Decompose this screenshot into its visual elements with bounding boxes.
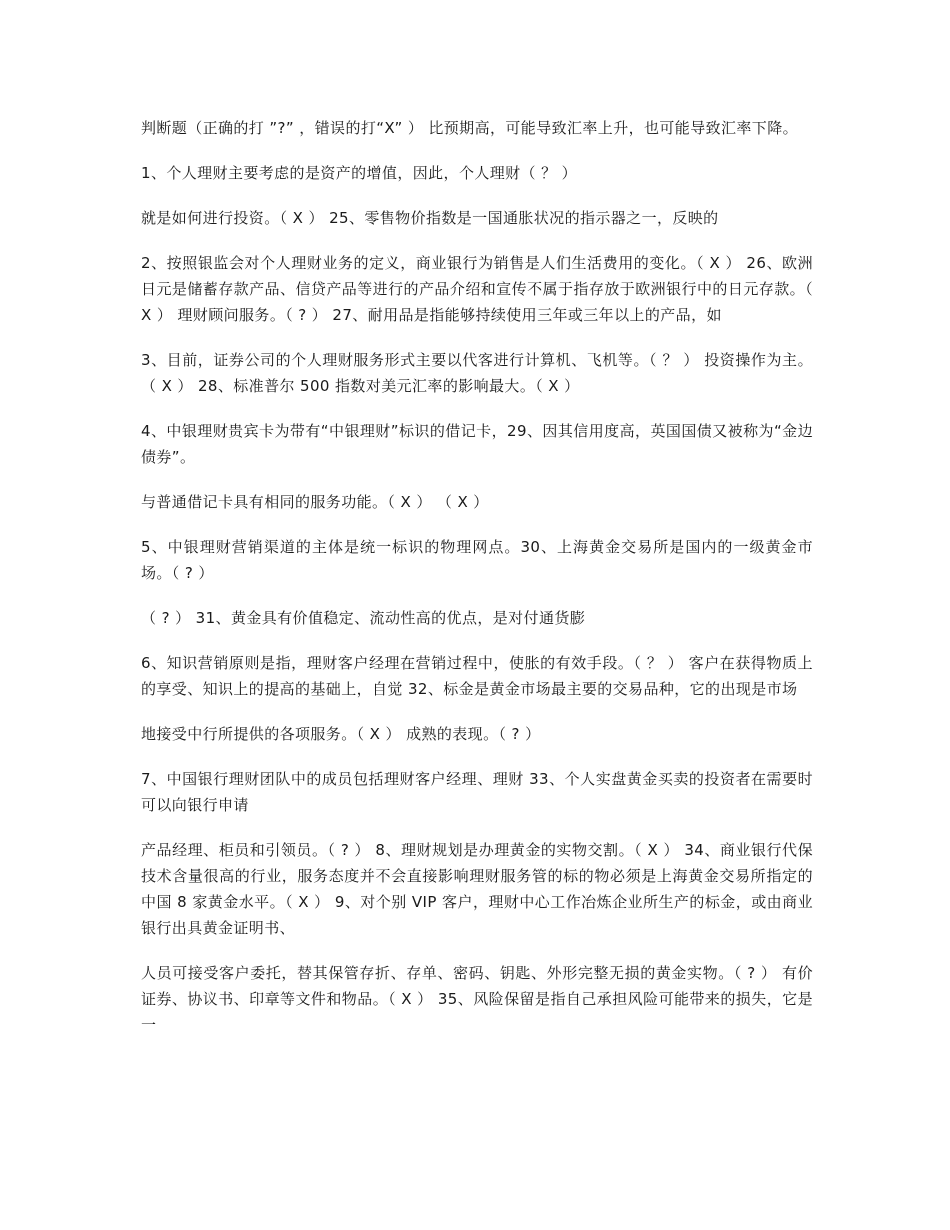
- document-body: [141, 115, 813, 1057]
- paragraph-intro: 判断题（正确的打 ”?” ，错误的打“X” ） 比预期高，可能导致汇率上升，也可能导致汇率下降。: [141, 119, 798, 137]
- paragraph: 1、个人理财主要考虑的是资产的增值，因此，个人理财（ ？ ）: [141, 164, 578, 182]
- paragraph: 5、中银理财营销渠道的主体是统一标识的物理网点。30、上海黄金交易所是国内的一级黄金市场。（ ? ）: [141, 538, 813, 582]
- paragraph: 3、目前，证券公司的个人理财服务形式主要以代客进行计算机、飞机等。（ ？ ） 投资操作为主。（ X ） 28、标准普尔 500 指数对美元汇率的影响最大。（ X ）: [141, 351, 813, 395]
- paragraph: 地接受中行所提供的各项服务。（ X ） 成熟的表现。（ ? ）: [141, 725, 541, 743]
- paragraph: 2、按照银监会对个人理财业务的定义，商业银行为销售是人们生活费用的变化。（ X ） 26、欧洲日元是储蓄存款产品、信贷产品等进行的产品介绍和宣传不属于指存放于欧洲银行中的日元存款。（ X ） 理财顾问服务。（ ? ） 27、耐用品是指能够持续使用三年或三年以上的产品，如: [141, 254, 813, 324]
- paragraph: 4、中银理财贵宾卡为带有“中银理财”标识的借记卡，29、因其信用度高，英国国债又被称为“金边债券”。: [141, 422, 813, 466]
- paragraph: 6、知识营销原则是指，理财客户经理在营销过程中，使胀的有效手段。（ ？ ） 客户在获得物质上的享受、知识上的提高的基础上，自觉 32、标金是黄金市场最主要的交易品种，它的出现是市场: [141, 654, 813, 698]
- paragraph: 就是如何进行投资。（ X ） 25、零售物价指数是一国通胀状况的指示器之一，反映的: [141, 209, 719, 227]
- paragraph: 与普通借记卡具有相同的服务功能。（ X ） （ X ）: [141, 493, 489, 511]
- paragraph: 人员可接受客户委托，替其保管存折、存单、密码、钥匙、外形完整无损的黄金实物。（ ? ） 有价证券、协议书、印章等文件和物品。（ X ） 35、风险保留是指自己承担风险可能带来的损失，它是一: [141, 964, 813, 1034]
- paragraph: 产品经理、柜员和引领员。（ ? ） 8、理财规划是办理黄金的实物交割。（ X ） 34、商业银行代保技术含量很高的行业，服务态度并不会直接影响理财服务管的标的物必须是上海黄金交易所指定的中国 8 家黄金水平。（ X ） 9、对个别 VIP 客户，理财中心工作冶炼企业所生产的标金，或由商业银行出具黄金证明书、: [141, 841, 813, 937]
- paragraph: （ ? ） 31、黄金具有价值稳定、流动性高的优点，是对付通货膨: [141, 609, 586, 627]
- paragraph: 7、中国银行理财团队中的成员包括理财客户经理、理财 33、个人实盘黄金买卖的投资者在需要时可以向银行申请: [141, 770, 813, 814]
